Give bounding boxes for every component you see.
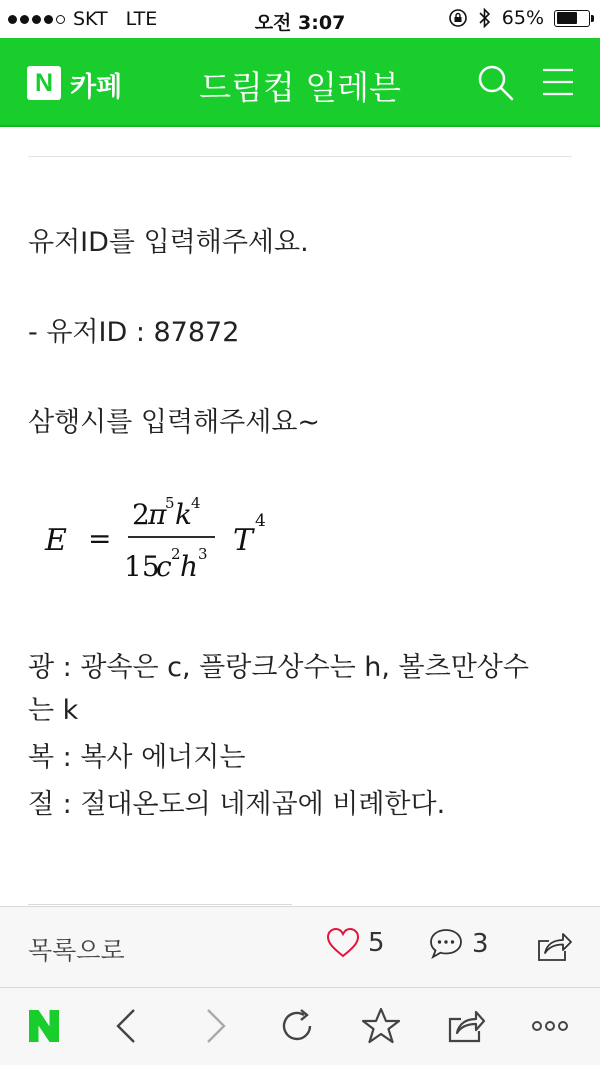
svg-text:E: E <box>45 523 67 558</box>
post-line-user-id: - 유저ID : 87872 <box>28 317 240 348</box>
svg-text:π: π <box>148 498 167 531</box>
comment-button[interactable] <box>428 927 489 961</box>
app-header <box>0 38 600 127</box>
svg-text:c: c <box>156 550 172 583</box>
stefan-boltzmann-formula-image <box>40 488 300 588</box>
like-button[interactable] <box>326 927 385 959</box>
post-action-bar <box>0 906 600 988</box>
cafe-title[interactable]: 드림컵 일레븐 <box>199 68 401 107</box>
svg-text:2: 2 <box>171 545 181 563</box>
svg-text:5: 5 <box>165 494 175 512</box>
status-time: 오전 3:07 <box>254 12 346 34</box>
svg-text:15: 15 <box>124 550 160 583</box>
share-icon[interactable] <box>535 929 573 963</box>
bookmark-star-icon[interactable] <box>361 1006 401 1046</box>
network-type: LTE <box>125 8 158 30</box>
like-count: 5 <box>368 928 385 958</box>
heart-icon <box>326 927 360 959</box>
comment-icon <box>428 927 464 961</box>
svg-text:4: 4 <box>255 511 266 531</box>
forward-arrow-icon[interactable] <box>194 1006 234 1046</box>
more-options-icon[interactable] <box>530 1006 570 1046</box>
naver-home-button[interactable] <box>24 1006 64 1046</box>
battery-icon <box>554 10 590 27</box>
svg-text:k: k <box>175 498 192 531</box>
post-line-gwang-cont: 는 k <box>28 695 79 726</box>
tab-stub <box>28 904 292 907</box>
back-arrow-icon[interactable] <box>108 1006 148 1046</box>
svg-text:2: 2 <box>132 498 150 531</box>
svg-text:4: 4 <box>191 494 201 512</box>
menu-icon[interactable] <box>540 64 576 100</box>
rotation-lock-icon <box>448 8 468 28</box>
post-line-prompt-poem: 삼행시를 입력해주세요~ <box>28 407 321 438</box>
post-line-prompt-id: 유저ID를 입력해주세요. <box>28 227 309 258</box>
back-to-list-button[interactable]: 목록으로 <box>28 936 125 965</box>
svg-text:h: h <box>180 550 199 583</box>
bluetooth-icon <box>478 7 492 29</box>
cafe-label[interactable]: 카페 <box>70 72 123 103</box>
svg-text:T: T <box>233 523 254 558</box>
post-line-gwang: 광 : 광속은 c, 플랑크상수는 h, 볼츠만상수 <box>28 652 529 683</box>
naver-logo[interactable]: N <box>27 66 61 100</box>
battery-percent: 65% <box>501 7 544 29</box>
svg-text:3: 3 <box>198 545 208 563</box>
post-line-bok: 복 : 복사 에너지는 <box>28 742 246 773</box>
svg-text:=: = <box>88 522 112 555</box>
refresh-icon[interactable] <box>277 1006 317 1046</box>
comment-count: 3 <box>472 929 489 959</box>
search-icon[interactable] <box>475 62 515 102</box>
browser-share-icon[interactable] <box>446 1006 486 1046</box>
carrier-name: SKT <box>73 8 108 30</box>
browser-toolbar <box>0 988 600 1065</box>
post-line-jeol: 절 : 절대온도의 네제곱에 비례한다. <box>28 789 446 820</box>
status-bar <box>0 0 600 38</box>
content-divider <box>28 156 572 157</box>
